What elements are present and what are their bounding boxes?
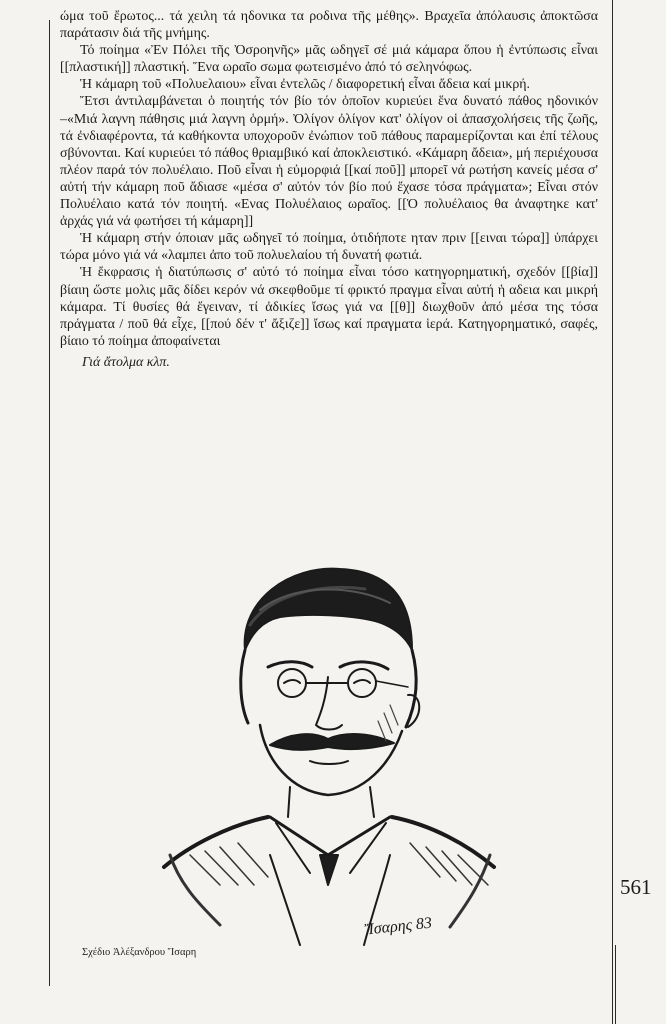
paragraph-6: Ἡ ἔκφρασις ἡ διατύπωσις σ' αὐτό τό ποίημα εἶναι τόσο κατηγορηματική, σχεδόν [[βία]] βίαιη ὥστε μολις μᾶς δίδει κερόν νά σκεφθοῦμε τί φρικτό πραγμα εἶναι αὐτή ἡ αδεια και μικρή κάμαρα. Τί θυσίες θά ἔγειναν, τί ἀδικίες ἴσως γιά να [[θ]] διωχθοῦν ἀπό μέσα της τόσα πράγματα / ποῦ θά εἶχε, [[πού δέν τ' ἄξιζε]] ἴσως καί πραγματα ἱερά. Κατηγορηματικό, σαφές, βίαιο τό ποίημα ἀποφαίνεται xyxy=(60,265,598,349)
paragraph-4: Ἔτσι ἀντιλαμβάνεται ὁ ποιητής τόν βίο τόν ὁποῖον κυριεύει ἕνα δυνατό πάθος ηδονικόν –«Μιά λαγνη πάθησις μιά λαγνη ὁρμή». Ὀλίγον ὀλίγον κατ' ὀλίγον οἱ ἀπασχολήσεις τῆς ζωῆς, τά ἐνδιαφέροντα, τά καθήκοντα υποχοροῦν ἐνώπιον τοῦ πάθους παραμερίζονται και ἐπί τέλους σβύνονται. Καί κυριεύει τό πάθος θριαμβικό καί ἀποκλειστικό. «Κάμαρη ἄδεια», μή περιέχουσα πλέον παρά τόν πολυέλαιο. Ποῦ εἶναι ἡ εὐμορφιά [[καί ποῦ]] μπορεῖ νά ρωτήση κανείς μέσα σ' αὐτή τήν κάμαρη ποῦ ἄδιασε «μέσα σ' αὐτόν τόν βίο πού ἔχασε τόσα πράγματα»; Εἶναι στόν Πολυέλαιο κατά τόν ποιητή. «Ενας Πολυέλαιος ωραῖος. [[Ὁ πολυέλαιος θα ἀναφτηκε κατ' ἀρχάς γιά νά φωτήσει τή κάμαρη]] xyxy=(60,94,598,230)
paragraph-3: Ἡ κάμαρη τοῦ «Πολυελαιου» εἶναι ἐντελῶς / διαφορετική εἶναι ἄδεια καί μικρή. xyxy=(80,77,531,93)
page-number-rule xyxy=(615,945,616,1024)
body-text xyxy=(60,8,598,371)
left-margin-rule xyxy=(49,20,50,986)
paragraph-1: ώμα τοῦ ἔρωτος... τά χειλη τά ηδονικα τα ροδινα τῆς μέθης». Βραχεῖα ἀπόλαυσις ἀποκτῶσα παράτασιν διά τῆς μνήμης. xyxy=(60,9,598,42)
paragraph-5: Ἡ κάμαρη στήν όποιαν μᾶς ωδηγεῖ τό ποίημα, ὁτιδήποτε ηταν πριν [[ειναι τώρα]] ὑπάρχει τώρα μόνο γιά νά «λαμπει ἀπο τοῦ πολυελαίου τή δυνατή φωτιά. xyxy=(60,231,598,264)
closing-line: Γιά ἄτολμα κλπ. xyxy=(82,354,170,370)
page-number: 561 xyxy=(620,875,652,899)
drawing-signature: Ἴσαρης 83 xyxy=(363,914,433,939)
right-margin-rule xyxy=(612,0,613,1024)
image-caption: Σχέδιο Ἀλέξανδρου Ἴσαρη xyxy=(82,947,197,958)
portrait-sketch xyxy=(150,555,510,965)
paragraph-2: Τό ποίημα «Ἐν Πόλει τῆς Ὀσροηνῆς» μᾶς ωδηγεῖ σέ μιά κάμαρα ὅπου ἡ ἐντύπωσις εἶναι [[πλαστική]] πλαστική. Ἕνα ωραῖο σωμα φωτεισμένο ἀπό τό σεληνόφως. xyxy=(60,43,598,76)
